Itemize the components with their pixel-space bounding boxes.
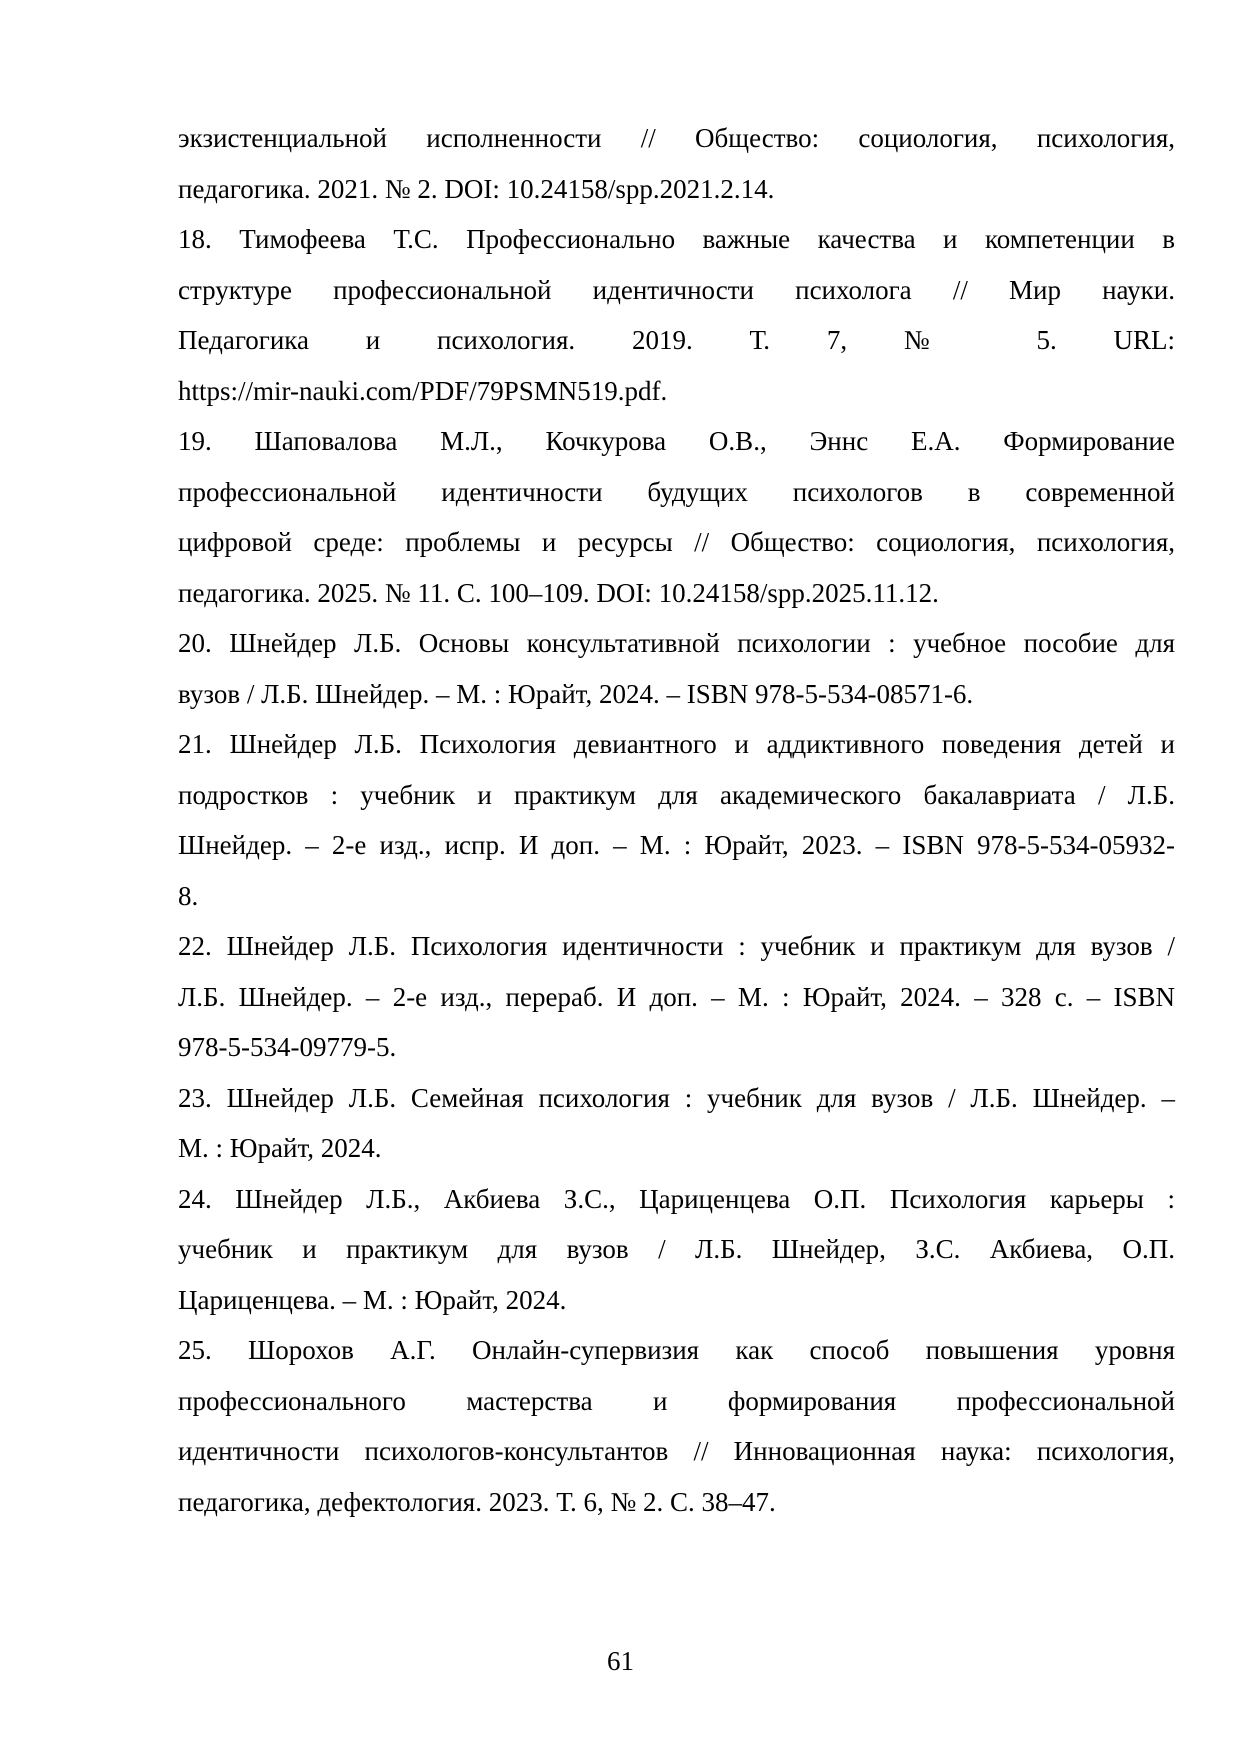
reference-line: М. : Юрайт, 2024. xyxy=(178,1133,382,1163)
reference-line: 18. Тимофеева Т.С. Профессионально важные качества и компетенции в xyxy=(178,224,1175,254)
reference-line: 8. xyxy=(178,880,199,911)
reference-line: 19. Шаповалова М.Л., Кочкурова О.В., Эннс Е.А. Формирование xyxy=(178,426,1175,456)
reference-line: Цариценцева. – М. : Юрайт, 2024. xyxy=(178,1284,567,1315)
reference-line: педагогика. 2021. № 2. DOI: 10.24158/spp.2021.2.14. xyxy=(178,173,775,204)
reference-line: Педагогика и психология. 2019. Т. 7, № 5. URL: xyxy=(178,325,1175,355)
reference-line: идентичности психологов-консультантов // Инновационная наука: психология, xyxy=(178,1436,1175,1466)
reference-line: 22. Шнейдер Л.Б. Психология идентичности : учебник и практикум для вузов / xyxy=(178,931,1175,961)
reference-line: 978-5-534-09779-5. xyxy=(178,1032,397,1062)
reference-line: педагогика. 2025. № 11. С. 100–109. DOI: 10.24158/spp.2025.11.12. xyxy=(178,577,939,608)
reference-line: подростков : учебник и практикум для академического бакалавриата / Л.Б. xyxy=(178,779,1175,810)
reference-entry xyxy=(178,1325,1175,1527)
reference-line: цифровой среде: проблемы и ресурсы // Общество: социология, психология, xyxy=(178,527,1175,557)
reference-line: вузов / Л.Б. Шнейдер. – М. : Юрайт, 2024. – ISBN 978-5-534-08571-6. xyxy=(178,678,974,709)
reference-entry xyxy=(178,618,1175,719)
reference-line: 24. Шнейдер Л.Б., Акбиева З.С., Цариценцева О.П. Психология карьеры : xyxy=(178,1183,1175,1214)
reference-line: Шнейдер. – 2-е изд., испр. И доп. – М. : Юрайт, 2023. – ISBN 978-5-534-05932- xyxy=(178,830,1175,860)
reference-line: структуре профессиональной идентичности психолога // Мир науки. xyxy=(178,274,1175,305)
reference-line: профессиональной идентичности будущих психологов в современной xyxy=(178,476,1175,507)
reference-line: 21. Шнейдер Л.Б. Психология девиантного и аддиктивного поведения детей и xyxy=(178,729,1175,759)
reference-line: 20. Шнейдер Л.Б. Основы консультативной психологии : учебное пособие для xyxy=(178,628,1175,658)
reference-entry xyxy=(178,1174,1175,1326)
reference-line: педагогика, дефектология. 2023. Т. 6, № 2. С. 38–47. xyxy=(178,1486,776,1517)
page-number: 61 xyxy=(607,1646,634,1676)
reference-entry xyxy=(178,719,1175,921)
reference-line: экзистенциальной исполненности // Общество: социология, психология, xyxy=(178,123,1175,153)
reference-line: Л.Б. Шнейдер. – 2-е изд., перераб. И доп. – М. : Юрайт, 2024. – 328 с. – ISBN xyxy=(178,981,1175,1012)
reference-list xyxy=(178,113,1175,1527)
reference-entry xyxy=(178,113,1175,214)
reference-line: учебник и практикум для вузов / Л.Б. Шнейдер, З.С. Акбиева, О.П. xyxy=(178,1234,1175,1264)
reference-entry xyxy=(178,921,1175,1073)
reference-line: профессионального мастерства и формирования профессиональной xyxy=(178,1385,1175,1416)
reference-line: https://mir-nauki.com/PDF/79PSMN519.pdf. xyxy=(178,375,668,406)
reference-entry xyxy=(178,1073,1175,1174)
reference-line: 23. Шнейдер Л.Б. Семейная психология : учебник для вузов / Л.Б. Шнейдер. – xyxy=(178,1082,1175,1113)
reference-entry xyxy=(178,214,1175,416)
reference-entry xyxy=(178,416,1175,618)
reference-line: 25. Шорохов А.Г. Онлайн-супервизия как способ повышения уровня xyxy=(178,1335,1175,1365)
